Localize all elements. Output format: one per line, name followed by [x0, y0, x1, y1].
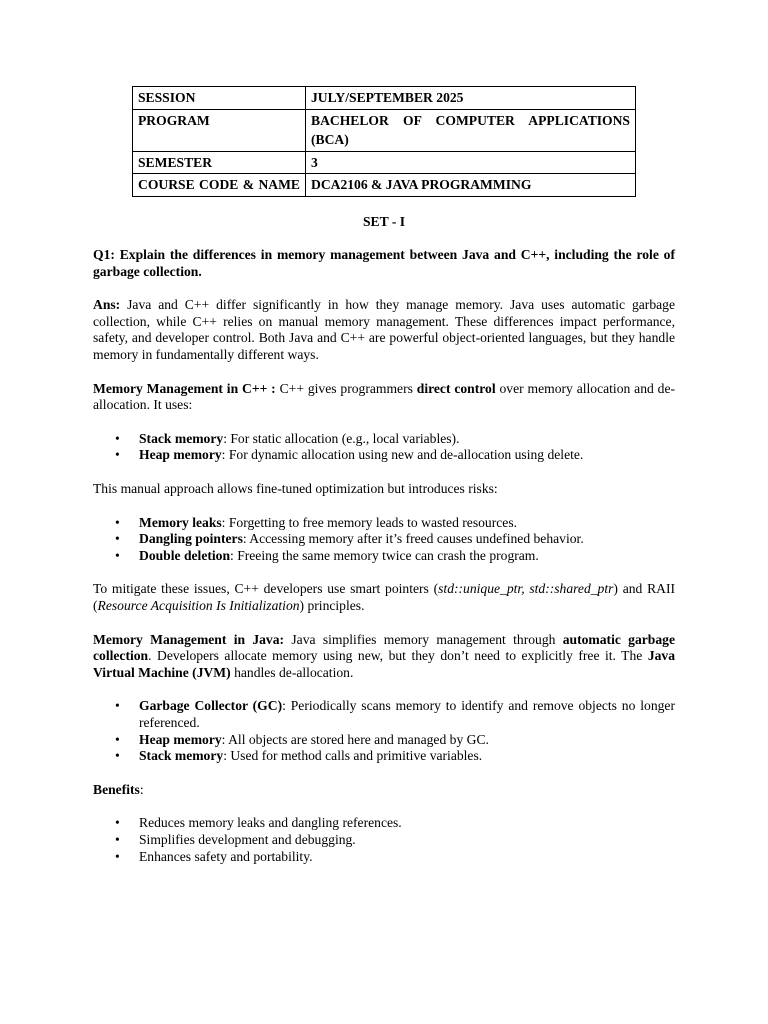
list-desc: : Freeing the same memory twice can crash the program. [230, 547, 539, 563]
bullet-icon: • [115, 447, 120, 463]
list-item [93, 748, 675, 765]
mitigation-text: ) principles. [299, 598, 365, 613]
table-value-text: BACHELOR OF COMPUTER APPLICATIONS (BCA) [311, 112, 630, 147]
bullet-icon: • [115, 531, 120, 547]
table-value [306, 109, 636, 151]
java-bold: automatic garbage collection [93, 631, 675, 664]
table-key-text: COURSE CODE & NAME [138, 177, 300, 192]
table-value: 3 [306, 151, 636, 174]
cpp-risks-list [93, 515, 675, 565]
list-term: Heap memory [139, 731, 222, 747]
mitigation-text: To mitigate these issues, C++ developers use smart pointers ( [93, 581, 439, 597]
list-desc: : Used for method calls and primitive variables. [223, 748, 483, 764]
benefits-heading [93, 782, 675, 799]
table-row [133, 109, 636, 151]
bullet-icon: • [115, 848, 120, 864]
mitigation-italic: std::unique_ptr, std::shared_ptr [438, 581, 614, 597]
list-desc: : Accessing memory after it’s freed causes undefined behavior. [242, 531, 584, 547]
list-desc: Simplifies development and debugging. [139, 831, 356, 847]
list-item [93, 447, 675, 464]
java-points-list [93, 698, 675, 764]
list-desc: Reduces memory leaks and dangling references. [139, 815, 402, 831]
list-term: Stack memory [139, 748, 224, 764]
table-key [133, 174, 306, 197]
java-text: . Developers allocate memory using new, but they don’t need to explicitly free it. The [148, 648, 648, 664]
java-bold: Java Virtual Machine (JVM) [93, 648, 675, 680]
header-table [132, 86, 636, 197]
cpp-text: over memory allocation and de-allocation. It uses: [93, 380, 676, 413]
bullet-icon: • [115, 547, 120, 563]
cpp-uses-list [93, 431, 675, 464]
list-term: Stack memory [139, 430, 224, 446]
table-key: SESSION [133, 87, 306, 110]
java-text: handles de-allocation. [230, 664, 354, 680]
benefits-title: Benefits [93, 781, 140, 797]
list-term: Dangling pointers [139, 531, 243, 547]
bullet-icon: • [115, 514, 120, 530]
list-item [93, 548, 675, 565]
cpp-intro-paragraph [93, 381, 675, 414]
list-term: Double deletion [139, 547, 231, 563]
list-item [93, 531, 675, 548]
bullet-icon: • [115, 748, 120, 764]
list-desc: Enhances safety and portability. [139, 848, 313, 864]
cpp-bold: direct control [416, 380, 496, 396]
risk-intro: This manual approach allows fine-tuned optimization but introduces risks: [93, 481, 498, 497]
bullet-icon: • [115, 815, 120, 831]
list-desc: : Periodically scans memory to identify and remove objects no longer referenced. [139, 698, 675, 730]
answer-paragraph [93, 297, 675, 363]
document-page [93, 86, 675, 865]
list-item [93, 515, 675, 532]
set-heading: SET - I [362, 213, 406, 229]
java-intro-paragraph [93, 632, 675, 682]
table-value: JULY/SEPTEMBER 2025 [306, 87, 636, 110]
benefits-list [93, 815, 675, 865]
benefits-colon: : [139, 781, 144, 797]
list-item [93, 832, 675, 849]
table-value: DCA2106 & JAVA PROGRAMMING [306, 174, 636, 197]
list-desc: : All objects are stored here and managed by GC. [221, 731, 489, 747]
list-item [93, 732, 675, 749]
java-text: Java simplifies memory management through [284, 631, 563, 647]
list-item [93, 815, 675, 832]
answer-label: Ans: [93, 297, 121, 313]
answer-text: Java and C++ differ significantly in how they manage memory. Java uses automatic garbage collection, while C++ relies on manual memory management. These differences impact performance, safety, and developer control. Both Java and C++ are powerful object-oriented languages, but they handle memory in fundamentally different ways. [93, 297, 675, 363]
list-term: Heap memory [139, 447, 222, 463]
list-item [93, 849, 675, 866]
mitigation-text: ) and RAII ( [93, 581, 676, 613]
list-item [93, 698, 675, 731]
table-row [133, 151, 636, 174]
list-item [93, 431, 675, 448]
bullet-icon: • [115, 698, 120, 714]
table-row [133, 87, 636, 110]
bullet-icon: • [115, 831, 120, 847]
table-key: SEMESTER [133, 151, 306, 174]
list-term: Garbage Collector (GC) [139, 698, 283, 714]
list-term: Memory leaks [139, 514, 222, 530]
list-desc: : For dynamic allocation using new and de-allocation using delete. [221, 447, 584, 463]
mitigation-italic: Resource Acquisition Is Initialization [97, 598, 300, 613]
table-row [133, 174, 636, 197]
list-desc: : For static allocation (e.g., local variables). [223, 430, 460, 446]
cpp-text: C++ gives programmers [275, 380, 417, 396]
cpp-heading: Memory Management in C++ : [93, 380, 276, 396]
list-desc: : Forgetting to free memory leads to wasted resources. [221, 514, 518, 530]
java-heading: Memory Management in Java: [93, 631, 285, 647]
bullet-icon: • [115, 731, 120, 747]
mitigation-paragraph [93, 581, 675, 614]
bullet-icon: • [115, 430, 120, 446]
table-key: PROGRAM [133, 109, 306, 151]
question-text: Q1: Explain the differences in memory management between Java and C++, including the role of garbage collection. [93, 247, 675, 279]
